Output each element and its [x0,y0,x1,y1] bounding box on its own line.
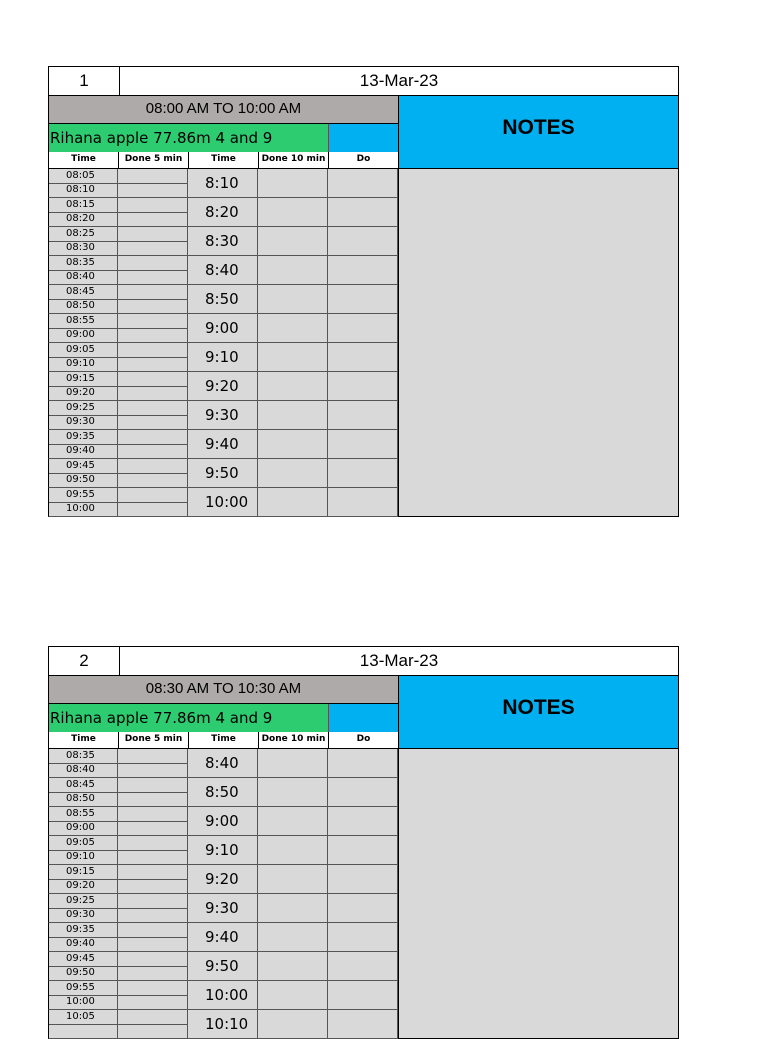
time-5min-a: 09:55 [49,488,117,503]
time-5min-cell [48,372,118,401]
time-5min-cell [48,836,118,865]
time-10min-cell: 9:00 [188,807,258,836]
time-5min-a: 08:25 [49,227,117,242]
done-10min-cell[interactable] [258,227,328,256]
do-cell[interactable] [328,227,398,256]
time-5min-cell [48,952,118,981]
done-5min-cell[interactable] [118,1010,188,1039]
time-5min-a: 09:45 [49,952,117,967]
time-5min-cell [48,285,118,314]
time-5min-b: 09:40 [66,445,95,456]
block-number: 2 [49,647,120,675]
time-5min-b: 08:50 [66,793,95,804]
time-5min-a: 08:15 [49,198,117,213]
done-5min-cell[interactable] [118,778,188,807]
do-cell[interactable] [328,343,398,372]
time-10min-cell: 8:40 [188,749,258,778]
do-cell[interactable] [328,285,398,314]
time-5min-a: 10:05 [49,1010,117,1025]
time-10min-cell: 9:10 [188,343,258,372]
time-5min-b: 09:20 [66,880,95,891]
done-5min-cell[interactable] [118,169,188,198]
do-cell[interactable] [328,401,398,430]
done-10min-cell[interactable] [258,169,328,198]
done-10min-cell[interactable] [258,343,328,372]
done-10min-cell[interactable] [258,401,328,430]
time-5min-cell [48,923,118,952]
table-row [48,198,398,227]
time-5min-cell [48,778,118,807]
time-5min-b [49,1024,117,1038]
table-row [48,1010,398,1039]
time-10min-cell: 10:00 [188,488,258,517]
time-range-title: 08:30 AM TO 10:30 AM [48,676,398,704]
notes-title: NOTES [502,696,575,719]
done-10min-cell[interactable] [258,372,328,401]
time-5min-b: 09:30 [66,909,95,920]
done-5min-cell[interactable] [118,459,188,488]
notes-title: NOTES [502,116,575,139]
time-5min-cell [48,865,118,894]
done-10min-cell[interactable] [258,430,328,459]
block-header [48,66,679,96]
done-10min-cell[interactable] [258,894,328,923]
time-5min-b: 09:10 [66,851,95,862]
block-number: 1 [49,67,120,95]
done-5min-cell[interactable] [118,807,188,836]
table-row [48,256,398,285]
column-header: Time [189,732,259,748]
done-5min-cell[interactable] [118,865,188,894]
time-5min-a: 08:05 [49,169,117,184]
time-5min-b: 09:30 [66,416,95,427]
time-5min-cell [48,430,118,459]
time-5min-a: 09:35 [49,923,117,938]
table-row [48,807,398,836]
time-5min-a: 09:25 [49,894,117,909]
time-10min-cell: 9:40 [188,430,258,459]
time-10min-cell: 9:20 [188,372,258,401]
time-5min-a: 08:45 [49,285,117,300]
time-5min-a: 08:55 [49,807,117,822]
time-5min-a: 09:15 [49,865,117,880]
task-label: Rihana apple 77.86m 4 and 9 [48,124,328,152]
do-cell[interactable] [328,865,398,894]
column-header: Do [329,152,399,168]
column-header: Time [49,732,119,748]
done-5min-cell[interactable] [118,488,188,517]
time-10min-cell: 10:00 [188,981,258,1010]
column-headers [48,732,398,749]
time-5min-b: 10:00 [66,996,95,1007]
time-10min-cell: 8:50 [188,285,258,314]
time-10min-cell: 8:20 [188,198,258,227]
time-5min-b: 08:30 [66,242,95,253]
do-cell[interactable] [328,314,398,343]
time-5min-cell [48,343,118,372]
done-10min-cell[interactable] [258,285,328,314]
time-5min-a: 08:45 [49,778,117,793]
time-5min-b: 09:40 [66,938,95,949]
done-10min-cell[interactable] [258,256,328,285]
do-cell[interactable] [328,894,398,923]
table-row [48,836,398,865]
task-label: Rihana apple 77.86m 4 and 9 [48,704,328,732]
time-5min-a: 09:45 [49,459,117,474]
done-5min-cell[interactable] [118,836,188,865]
time-10min-cell: 8:50 [188,778,258,807]
done-10min-cell[interactable] [258,1010,328,1039]
time-10min-cell: 9:50 [188,459,258,488]
time-5min-b: 08:50 [66,300,95,311]
column-header: Do [329,732,399,748]
time-5min-b: 10:00 [66,503,95,514]
column-header: Done 5 min [119,152,189,168]
table-row [48,430,398,459]
done-5min-cell[interactable] [118,749,188,778]
table-row [48,459,398,488]
do-cell[interactable] [328,778,398,807]
time-5min-cell [48,227,118,256]
block-date: 13-Mar-23 [359,71,439,90]
time-5min-b: 08:10 [66,184,95,195]
time-10min-cell: 9:30 [188,401,258,430]
time-10min-cell: 9:40 [188,923,258,952]
time-5min-cell [48,981,118,1010]
time-10min-cell: 8:40 [188,256,258,285]
block-header [48,646,679,676]
time-5min-cell [48,198,118,227]
do-cell[interactable] [328,836,398,865]
time-5min-b: 08:20 [66,213,95,224]
time-5min-b: 09:50 [66,474,95,485]
column-header: Time [49,152,119,168]
time-5min-a: 09:25 [49,401,117,416]
done-10min-cell[interactable] [258,836,328,865]
time-5min-a: 09:05 [49,836,117,851]
time-5min-a: 09:15 [49,372,117,387]
time-5min-cell [48,749,118,778]
do-cell[interactable] [328,952,398,981]
done-10min-cell[interactable] [258,923,328,952]
table-row [48,865,398,894]
table-row [48,285,398,314]
notes-area[interactable] [398,749,679,1039]
done-10min-cell[interactable] [258,865,328,894]
done-5min-cell[interactable] [118,981,188,1010]
time-5min-a: 09:55 [49,981,117,996]
done-5min-cell[interactable] [118,430,188,459]
time-10min-cell: 9:50 [188,952,258,981]
table-row [48,372,398,401]
column-header: Done 5 min [119,732,189,748]
time-5min-b: 09:10 [66,358,95,369]
done-5min-cell[interactable] [118,285,188,314]
done-5min-cell[interactable] [118,923,188,952]
time-5min-cell [48,459,118,488]
done-10min-cell[interactable] [258,488,328,517]
time-5min-cell [48,894,118,923]
do-cell[interactable] [328,198,398,227]
done-5min-cell[interactable] [118,894,188,923]
time-5min-b: 09:20 [66,387,95,398]
do-cell[interactable] [328,372,398,401]
column-headers [48,152,398,169]
table-row [48,488,398,517]
do-cell[interactable] [328,749,398,778]
table-row [48,894,398,923]
time-5min-a: 08:35 [49,256,117,271]
do-cell[interactable] [328,459,398,488]
done-5min-cell[interactable] [118,401,188,430]
time-10min-cell: 9:00 [188,314,258,343]
time-10min-cell: 8:30 [188,227,258,256]
do-cell[interactable] [328,256,398,285]
do-cell[interactable] [328,923,398,952]
time-10min-cell: 9:10 [188,836,258,865]
time-5min-cell [48,401,118,430]
time-5min-a: 09:05 [49,343,117,358]
time-5min-a: 09:35 [49,430,117,445]
done-5min-cell[interactable] [118,952,188,981]
done-10min-cell[interactable] [258,749,328,778]
done-10min-cell[interactable] [258,952,328,981]
time-range-title: 08:00 AM TO 10:00 AM [48,96,398,124]
done-5min-cell[interactable] [118,198,188,227]
time-5min-b: 09:00 [66,822,95,833]
do-cell[interactable] [328,169,398,198]
notes-header [398,96,679,169]
task-color-cell [328,124,398,152]
table-row [48,952,398,981]
time-5min-a: 08:55 [49,314,117,329]
time-5min-cell [48,256,118,285]
time-10min-cell: 9:30 [188,894,258,923]
time-5min-cell [48,314,118,343]
time-5min-cell [48,169,118,198]
do-cell[interactable] [328,488,398,517]
done-10min-cell[interactable] [258,981,328,1010]
done-5min-cell[interactable] [118,256,188,285]
table-row [48,981,398,1010]
time-5min-b: 08:40 [66,271,95,282]
time-10min-cell: 8:10 [188,169,258,198]
done-5min-cell[interactable] [118,372,188,401]
time-5min-a: 08:35 [49,749,117,764]
table-row [48,778,398,807]
done-10min-cell[interactable] [258,198,328,227]
time-5min-cell [48,1010,118,1039]
notes-area[interactable] [398,169,679,517]
block-date: 13-Mar-23 [359,651,439,670]
time-10min-cell: 10:10 [188,1010,258,1039]
done-10min-cell[interactable] [258,807,328,836]
done-5min-cell[interactable] [118,227,188,256]
time-5min-b: 09:00 [66,329,95,340]
column-header: Done 10 min [259,732,329,748]
done-10min-cell[interactable] [258,459,328,488]
table-row [48,343,398,372]
time-5min-cell [48,488,118,517]
done-10min-cell[interactable] [258,314,328,343]
notes-header [398,676,679,749]
time-5min-cell [48,807,118,836]
done-5min-cell[interactable] [118,314,188,343]
table-row [48,169,398,198]
do-cell[interactable] [328,981,398,1010]
do-cell[interactable] [328,807,398,836]
time-5min-b: 08:40 [66,764,95,775]
table-row [48,401,398,430]
done-5min-cell[interactable] [118,343,188,372]
column-header: Done 10 min [259,152,329,168]
table-row [48,923,398,952]
table-row [48,314,398,343]
column-header: Time [189,152,259,168]
time-10min-cell: 9:20 [188,865,258,894]
time-5min-b: 09:50 [66,967,95,978]
do-cell[interactable] [328,1010,398,1039]
do-cell[interactable] [328,430,398,459]
table-row [48,227,398,256]
done-10min-cell[interactable] [258,778,328,807]
task-color-cell [328,704,398,732]
table-row [48,749,398,778]
